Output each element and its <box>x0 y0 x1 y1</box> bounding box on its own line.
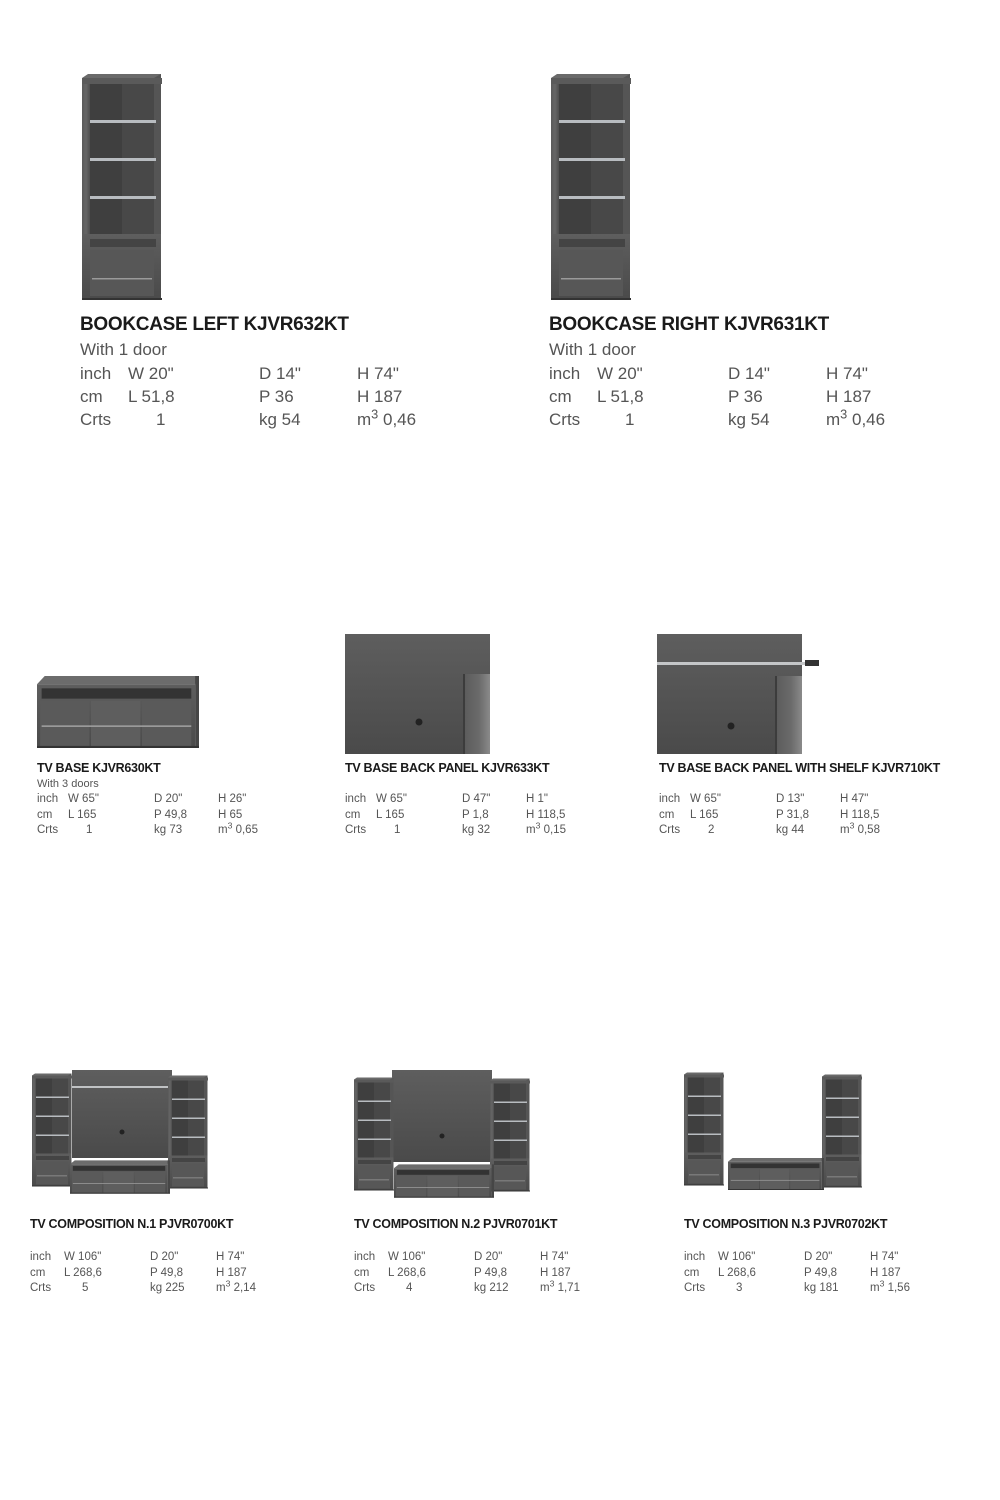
product-bookcase-right <box>549 70 929 440</box>
spec-unit: cm <box>80 387 103 406</box>
spec-height: H 187 <box>216 1266 247 1279</box>
spec-weight: kg 44 <box>776 824 805 836</box>
spec-cartons: 1 <box>156 410 166 429</box>
spec-depth: D 47" <box>462 793 491 805</box>
product-tv-composition-1 <box>30 1060 300 1305</box>
spec-cartons: 2 <box>708 824 715 836</box>
spec-weight: kg 212 <box>474 1282 509 1294</box>
spec-cartons: 3 <box>736 1282 743 1294</box>
spec-row-crts <box>549 408 885 431</box>
tv-back-panel-shelf-illustration <box>657 634 822 754</box>
spec-unit: Crts <box>684 1282 706 1294</box>
spec-unit: cm <box>30 1266 46 1279</box>
spec-row-crts <box>37 823 258 839</box>
spec-height: H 1" <box>526 793 548 805</box>
spec-weight: kg 73 <box>154 824 183 836</box>
spec-cartons: 1 <box>86 824 93 836</box>
spec-unit: cm <box>345 808 361 821</box>
spec-volume: $m^3$ 2,14 <box>216 1278 256 1294</box>
product-tv-composition-2 <box>354 1060 624 1305</box>
spec-height: H 74" <box>870 1251 899 1263</box>
product-tv-back-panel <box>345 630 605 845</box>
bookcase-left-illustration <box>82 74 162 304</box>
spec-depth: D 20" <box>474 1251 503 1263</box>
spec-table <box>30 1250 256 1297</box>
spec-length: L 51,8 <box>597 387 644 406</box>
spec-volume: $m^3$ 0,15 <box>526 820 566 836</box>
spec-height: H 187 <box>357 387 403 406</box>
spec-width: W 65" <box>376 793 407 805</box>
spec-height: H 74" <box>357 364 399 383</box>
spec-height: H 47" <box>840 793 869 805</box>
spec-unit: inch <box>549 364 581 383</box>
spec-depth: P 31,8 <box>776 808 810 821</box>
spec-row-inch <box>80 362 416 385</box>
spec-row-crts <box>80 408 416 431</box>
spec-row-inch <box>684 1250 910 1266</box>
spec-weight: kg 54 <box>259 410 301 429</box>
spec-length: L 268,6 <box>64 1266 102 1279</box>
product-title: TV COMPOSITION N.1 PJVR0700KT <box>30 1217 234 1231</box>
spec-height: H 74" <box>216 1251 245 1263</box>
spec-depth: D 20" <box>154 793 183 805</box>
product-tv-back-panel-shelf <box>657 630 977 845</box>
spec-unit: Crts <box>37 824 59 836</box>
product-title: TV BASE BACK PANEL WITH SHELF KJVR710KT <box>659 761 940 775</box>
product-bookcase-left <box>80 70 440 440</box>
spec-depth: P 36 <box>259 387 294 406</box>
spec-row-inch <box>37 792 258 808</box>
product-tv-base <box>37 670 287 845</box>
spec-depth: P 49,8 <box>150 1266 184 1279</box>
spec-depth: D 14" <box>259 364 301 383</box>
spec-unit: cm <box>354 1266 370 1279</box>
spec-weight: kg 225 <box>150 1282 185 1294</box>
spec-weight: kg 181 <box>804 1282 839 1294</box>
spec-cartons: 1 <box>394 824 401 836</box>
spec-unit: inch <box>30 1251 52 1263</box>
spec-width: W 106" <box>388 1251 426 1263</box>
spec-height: H 65 <box>218 808 243 821</box>
spec-row-cm <box>30 1266 256 1282</box>
spec-row-inch <box>354 1250 580 1266</box>
spec-depth: P 36 <box>728 387 763 406</box>
spec-row-cm <box>354 1266 580 1282</box>
product-subtitle: With 1 door <box>80 340 167 359</box>
tv-base-illustration <box>37 676 199 748</box>
spec-unit: inch <box>684 1251 706 1263</box>
spec-unit: Crts <box>30 1282 52 1294</box>
spec-row-cm <box>37 808 258 824</box>
product-tv-composition-3 <box>684 1060 954 1305</box>
spec-height: H 118,5 <box>840 808 880 821</box>
spec-table <box>354 1250 580 1297</box>
spec-row-inch <box>659 792 880 808</box>
spec-row-crts <box>30 1281 256 1297</box>
spec-table <box>659 792 880 839</box>
product-title: TV BASE KJVR630KT <box>37 761 161 775</box>
spec-row-crts <box>659 823 880 839</box>
spec-unit: cm <box>37 808 53 821</box>
spec-unit: cm <box>684 1266 700 1279</box>
spec-length: L 51,8 <box>128 387 175 406</box>
spec-row-inch <box>30 1250 256 1266</box>
product-title: TV COMPOSITION N.2 PJVR0701KT <box>354 1217 558 1231</box>
spec-cartons: 5 <box>82 1282 89 1294</box>
tv-back-panel-illustration <box>345 634 490 754</box>
spec-row-cm <box>684 1266 910 1282</box>
spec-row-crts <box>684 1281 910 1297</box>
spec-weight: kg 32 <box>462 824 491 836</box>
spec-length: L 268,6 <box>388 1266 426 1279</box>
spec-volume: $m^3$ 0,46 <box>826 406 886 429</box>
product-subtitle: With 3 doors <box>37 778 99 790</box>
spec-depth: D 13" <box>776 793 805 805</box>
spec-height: H 74" <box>540 1251 569 1263</box>
spec-depth: P 49,8 <box>154 808 188 821</box>
spec-unit: Crts <box>549 410 581 429</box>
tv-composition-3-illustration <box>684 1062 864 1204</box>
spec-weight: kg 54 <box>728 410 770 429</box>
spec-height: H 187 <box>540 1266 571 1279</box>
product-title: BOOKCASE RIGHT KJVR631KT <box>549 314 829 335</box>
product-title: TV COMPOSITION N.3 PJVR0702KT <box>684 1217 888 1231</box>
spec-depth: P 49,8 <box>804 1266 838 1279</box>
spec-height: H 187 <box>826 387 872 406</box>
spec-row-inch <box>549 362 885 385</box>
spec-height: H 187 <box>870 1266 901 1279</box>
spec-width: W 65" <box>68 793 99 805</box>
spec-volume: $m^3$ 1,71 <box>540 1278 580 1294</box>
spec-unit: Crts <box>80 410 112 429</box>
spec-row-cm <box>659 808 880 824</box>
spec-cartons: 4 <box>406 1282 413 1294</box>
tv-composition-1-illustration <box>32 1064 208 1202</box>
spec-height: H 118,5 <box>526 808 566 821</box>
product-subtitle: With 1 door <box>549 340 636 359</box>
bookcase-right-illustration <box>551 74 631 304</box>
spec-volume: $m^3$ 0,65 <box>218 820 258 836</box>
spec-row-crts <box>345 823 566 839</box>
product-title: BOOKCASE LEFT KJVR632KT <box>80 314 349 335</box>
spec-length: L 268,6 <box>718 1266 756 1279</box>
spec-width: W 106" <box>718 1251 756 1263</box>
spec-unit: Crts <box>659 824 681 836</box>
spec-unit: inch <box>354 1251 376 1263</box>
spec-unit: Crts <box>354 1282 376 1294</box>
spec-cartons: 1 <box>625 410 635 429</box>
spec-height: H 26" <box>218 793 247 805</box>
spec-depth: D 14" <box>728 364 770 383</box>
spec-unit: inch <box>37 793 59 805</box>
spec-unit: cm <box>549 387 572 406</box>
spec-table <box>345 792 566 839</box>
product-title: TV BASE BACK PANEL KJVR633KT <box>345 761 550 775</box>
spec-unit: inch <box>80 364 112 383</box>
spec-volume: $m^3$ 0,58 <box>840 820 880 836</box>
spec-length: L 165 <box>376 808 405 821</box>
spec-width: W 106" <box>64 1251 102 1263</box>
spec-height: H 74" <box>826 364 868 383</box>
spec-length: L 165 <box>68 808 97 821</box>
spec-row-cm <box>80 385 416 408</box>
spec-table <box>684 1250 910 1297</box>
spec-width: W 65" <box>690 793 721 805</box>
spec-volume: $m^3$ 1,56 <box>870 1278 910 1294</box>
spec-volume: $m^3$ 0,46 <box>357 406 417 429</box>
spec-width: W 20" <box>597 364 643 383</box>
tv-composition-2-illustration <box>354 1066 530 1206</box>
spec-row-cm <box>549 385 885 408</box>
spec-length: L 165 <box>690 808 719 821</box>
spec-row-inch <box>345 792 566 808</box>
spec-unit: inch <box>345 793 367 805</box>
spec-unit: inch <box>659 793 681 805</box>
spec-unit: cm <box>659 808 675 821</box>
spec-unit: Crts <box>345 824 367 836</box>
spec-table <box>549 362 885 431</box>
spec-width: W 20" <box>128 364 174 383</box>
spec-depth: D 20" <box>150 1251 179 1263</box>
spec-table <box>80 362 416 431</box>
spec-table <box>37 792 258 839</box>
spec-depth: P 1,8 <box>462 808 489 821</box>
spec-depth: P 49,8 <box>474 1266 508 1279</box>
spec-row-cm <box>345 808 566 824</box>
spec-row-crts <box>354 1281 580 1297</box>
spec-depth: D 20" <box>804 1251 833 1263</box>
